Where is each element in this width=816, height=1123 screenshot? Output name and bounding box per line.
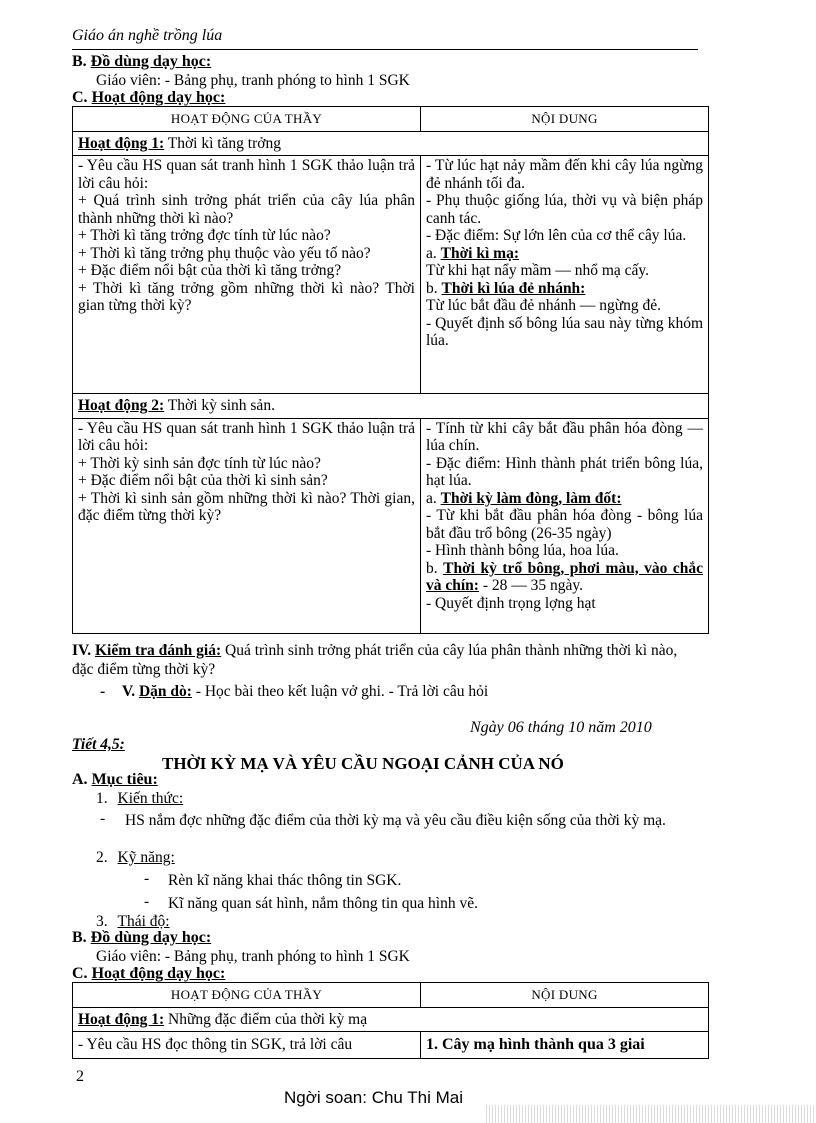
bullet-icon: - — [144, 870, 150, 887]
stage-b-text: - 28 — 35 ngày. — [478, 577, 584, 594]
header-rule — [72, 49, 698, 50]
lesson-activity-1-label: Hoạt động 1: — [78, 1010, 165, 1028]
content-line: - Đặc điểm: Hình thành phát triển bông lúa, hạt lúa. — [426, 454, 703, 489]
section-v — [100, 683, 488, 701]
bullet-icon: - — [100, 683, 106, 700]
section-b-prefix: B. — [72, 53, 91, 70]
activity-1-question: + Đặc điểm nổi bật của thời kì tăng trởng? — [78, 262, 342, 279]
stage-a-title: Thời kì mạ: — [440, 244, 519, 262]
section-b-title: Đồ dùng dạy học: — [90, 53, 212, 70]
section-v-prefix: V. — [122, 683, 139, 700]
activity-1-label: Hoạt động 1: — [78, 134, 165, 152]
running-header: Giáo án nghề trồng lúa — [72, 27, 223, 44]
stage-a-prefix: a. — [426, 244, 441, 262]
objective-1 — [96, 790, 183, 808]
stage-a-prefix: a. — [426, 489, 441, 507]
lesson-activity-1-row — [73, 1007, 709, 1032]
section-b-heading — [72, 53, 211, 71]
activity-2-title: Thời kỳ sinh sản. — [164, 397, 275, 414]
section-b2-prefix: B. — [72, 929, 91, 946]
objective-2-skill: Rèn kĩ năng khai thác thông tin SGK. — [168, 872, 402, 889]
activity-1-question: + Quá trình sinh trởng phát triển của cây lúa phân thành những thời kì nào? — [78, 192, 415, 227]
stage-a-line — [426, 245, 703, 263]
stage-b-title: Thời kỳ trổ bông, phơi màu, vào chắc và chín: — [426, 559, 704, 594]
section-c2-title: Hoạt động dạy học: — [91, 965, 226, 982]
stage-b-prefix: b. — [426, 559, 444, 577]
page-number: 2 — [76, 1068, 84, 1085]
objective-1-num: 1. — [96, 790, 108, 807]
section-c-prefix: C. — [72, 89, 92, 106]
lesson-activity-1-content-cell: 1. Cây mạ hình thành qua 3 giai — [421, 1032, 709, 1059]
section-iv-prefix: IV. — [72, 642, 95, 659]
stage-a-line — [426, 490, 703, 508]
stage-b-text: Từ lúc bắt đầu đẻ nhánh — ngừng đẻ. — [426, 297, 662, 314]
activity-1-question: + Thời kì tăng trởng phụ thuộc vào yếu tố nào? — [78, 244, 371, 262]
stage-a-text: - Từ khi bắt đầu phân hóa đòng - bông lúa bắt đầu trổ bông (26-35 ngày) — [426, 507, 703, 542]
stage-a-title: Thời kỳ làm đòng, làm đốt: — [440, 489, 622, 507]
section-v-text: - Học bài theo kết luận vở ghi. - Trả lời câu hỏi — [191, 683, 489, 700]
lesson-activity-1-teacher-cell: - Yêu cầu HS đọc thông tin SGK, trả lời câu — [73, 1032, 421, 1059]
activity-1-row — [73, 131, 709, 156]
objective-1-title: Kiến thức: — [117, 790, 184, 807]
activity-2-question: - Yêu cầu HS quan sát tranh hình 1 SGK thảo luận trả lời câu hỏi: — [78, 419, 415, 454]
objective-3-num: 3. — [96, 913, 108, 930]
section-a-prefix: A. — [72, 771, 92, 788]
section-iv-text: Quá trình sinh trởng phát triển của cây lúa phân thành những thời kì nào, đặc điểm từng thời kỳ? — [72, 642, 678, 678]
objective-1-text: HS nắm đợc những đặc điểm của thời kỳ mạ và yêu cầu điều kiện sống của thời kỳ mạ. — [125, 812, 666, 829]
content-line: - Tính từ khi cây bắt đầu phân hóa đòng — lúa chín. — [426, 419, 703, 454]
section-c-title: Hoạt động dạy học: — [91, 89, 226, 106]
activity-1-question: + Thời kì tăng trởng đợc tính từ lúc nào? — [78, 227, 331, 244]
stage-a-text: Từ khi hạt nẩy mầm — nhổ mạ cấy. — [426, 262, 650, 279]
scan-edge-artifact — [486, 1105, 816, 1123]
bullet-icon: - — [100, 810, 106, 827]
col-header-teacher: HOẠT ĐỘNG CỦA THẦY — [73, 107, 421, 132]
section-c2-heading — [72, 965, 225, 983]
activity-2-row — [73, 394, 709, 419]
stage-b-prefix: b. — [426, 279, 442, 297]
section-a-title: Mục tiêu: — [91, 771, 158, 788]
section-b2-title: Đồ dùng dạy học: — [90, 929, 212, 946]
objective-2-skill: Kĩ năng quan sát hình, nắm thông tin qua hình vẽ. — [168, 895, 478, 912]
activity-1-question: - Yêu cầu HS quan sát tranh hình 1 SGK thảo luận trả lời câu hỏi: — [78, 157, 415, 192]
stage-b-line — [426, 560, 703, 595]
stage-b-title: Thời kì lúa đẻ nhánh: — [441, 279, 586, 297]
activity-1-title: Thời kì tăng trởng — [164, 134, 281, 152]
section-b2-text: Giáo viên: - Bảng phụ, tranh phóng to hình 1 SGK — [96, 948, 410, 965]
activity-1-question: + Thời kì tăng trởng gồm những thời kì nào? Thời gian từng thời kỳ? — [78, 279, 415, 314]
content-line: - Quyết định số bông lúa sau này từng khóm lúa. — [426, 314, 703, 349]
col-header-content: NỘI DUNG — [421, 107, 709, 132]
lesson-date: Ngày 06 tháng 10 năm 2010 — [470, 719, 652, 736]
activity-table-2 — [72, 982, 709, 1059]
objective-2 — [96, 849, 175, 867]
activity-table-1 — [72, 106, 709, 634]
objective-2-num: 2. — [96, 849, 108, 866]
section-c-heading — [72, 89, 225, 107]
section-iv — [72, 641, 698, 679]
stage-b-line — [426, 280, 703, 298]
activity-2-label: Hoạt động 2: — [78, 397, 165, 414]
section-b2-heading — [72, 929, 211, 947]
content-line: - Phụ thuộc giống lúa, thời vụ và biện pháp canh tác. — [426, 192, 703, 227]
objective-2-title: Kỹ năng: — [117, 849, 175, 866]
col-header-teacher: HOẠT ĐỘNG CỦA THẦY — [73, 983, 421, 1008]
activity-2-teacher-cell — [73, 418, 421, 633]
content-line: - Đặc điểm: Sự lớn lên của cơ thể cây lúa. — [426, 227, 687, 244]
section-v-title: Dặn dò: — [138, 683, 192, 700]
objective-3-title: Thái độ: — [117, 913, 170, 930]
author-line: Ngời soan: Chu Thi Mai — [284, 1088, 464, 1107]
activity-1-content-cell — [421, 156, 709, 394]
col-header-content: NỘI DUNG — [421, 983, 709, 1008]
lesson-title: THỜI KỲ MẠ VÀ YÊU CẦU NGOẠI CẢNH CỦA NÓ — [162, 754, 564, 773]
lesson-activity-1-title: Những đặc điểm của thời kỳ mạ — [164, 1010, 368, 1028]
period-label: Tiết 4,5: — [72, 736, 125, 753]
bullet-icon: - — [144, 893, 150, 910]
section-iv-title: Kiểm tra đánh giá: — [94, 642, 222, 659]
activity-2-content-cell — [421, 418, 709, 633]
activity-2-question: + Đặc điểm nổi bật của thời kì sinh sản? — [78, 472, 328, 489]
content-line: - Quyết định trọng lợng hạt — [426, 594, 596, 612]
activity-1-teacher-cell — [73, 156, 421, 394]
section-c2-prefix: C. — [72, 965, 92, 982]
content-line: - Hình thành bông lúa, hoa lúa. — [426, 542, 619, 559]
activity-2-question: + Thời kỳ sinh sản đợc tính từ lúc nào? — [78, 454, 321, 472]
section-a-heading — [72, 771, 158, 789]
activity-2-question: + Thời kì sinh sản gồm những thời kì nào? Thời gian, đặc điểm từng thời kỳ? — [78, 489, 415, 524]
section-b-text: Giáo viên: - Bảng phụ, tranh phóng to hình 1 SGK — [96, 72, 410, 89]
content-line: - Từ lúc hạt nảy mầm đến khi cây lúa ngừng đẻ nhánh tối đa. — [426, 157, 703, 192]
